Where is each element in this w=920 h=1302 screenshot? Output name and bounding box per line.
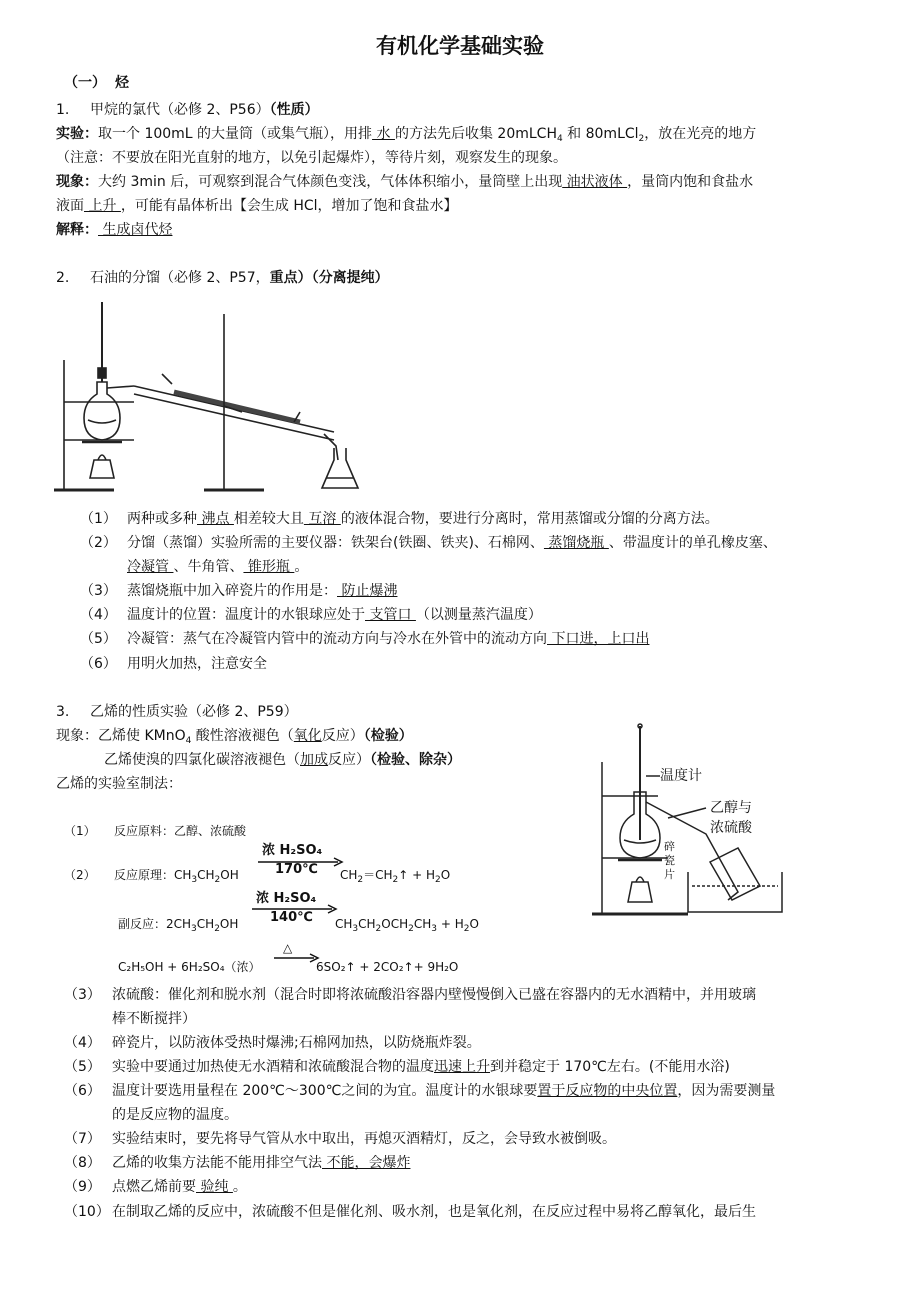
exp3-item-3: （3） [64, 987, 101, 1003]
fig-label-reagent-2: 浓硫酸 [710, 819, 752, 835]
exp3-reaction-2-number: （2） [64, 868, 96, 882]
exp3-heading: 乙烯的性质实验（必修 2、P59） [90, 704, 298, 720]
condition-1-top: 浓 H₂SO₄ [262, 843, 323, 858]
exp3-item-4: （4） [64, 1035, 101, 1051]
exp3-item-6: （6） [64, 1083, 101, 1099]
condition-1-bottom: 170℃ [275, 862, 318, 877]
exp3-item-9: （9） [64, 1179, 101, 1195]
fig-label-chip-3: 片 [664, 869, 675, 881]
exp3-item-8: （8） [64, 1155, 101, 1171]
exp3-item-4-text: 碎瓷片，以防液体受热时爆沸;石棉网加热，以防烧瓶炸裂。 [112, 1035, 481, 1051]
exp2-item-6: （6） [80, 656, 117, 672]
exp1-phenomenon: 现象：大约 3min 后，可观察到混合气体颜色变浅，气体体积缩小，量筒壁上出现 油状液体 ，量筒内饱和食盐水 [56, 174, 754, 190]
exp3-phenomenon-2: 乙烯使溴的四氯化碳溶液褪色（加成反应）（检验、除杂） [104, 752, 461, 768]
exp3-reaction-1-text: 反应原料：乙醇、浓硫酸 [114, 824, 247, 838]
exp3-item-9-text: 点燃乙烯前要 验纯 。 [112, 1179, 247, 1195]
condition-3-top: △ [283, 941, 293, 955]
exp2-item-3: （3） [80, 583, 117, 599]
exp2-item-4-text: 温度计的位置：温度计的水银球应处于 支管口 （以测量蒸汽温度） [127, 607, 542, 623]
exp1-experiment-line2: （注意：不要放在阳光直射的地方，以免引起爆炸），等待片刻，观察发生的现象。 [56, 150, 567, 166]
oxidation-reaction-right: 6SO₂↑ + 2CO₂↑+ 9H₂O [316, 960, 459, 974]
ethylene-apparatus-figure [588, 722, 786, 922]
exp1-heading: 甲烷的氯代（必修 2、P56）（性质） [90, 102, 319, 118]
fig-label-chip-1: 碎 [664, 841, 675, 853]
fig-label-reagent-1: 乙醇与 [710, 799, 752, 815]
exp1-blank-water: 水 [372, 126, 395, 142]
exp3-reaction-1-number: （1） [64, 824, 96, 838]
exp1-experiment: 实验：取一个 100mL 的大量筒（或集气瓶），用排 水 的方法先后收集 20mLCH$_4$ 和 80mLCl$_2$，放在光亮的地方 [56, 126, 757, 144]
exp3-item-10: （10） [64, 1204, 110, 1220]
exp2-item-4: （4） [80, 607, 117, 623]
exp3-prep-title: 乙烯的实验室制法： [56, 776, 182, 792]
exp3-item-8-text: 乙烯的收集方法能不能用排空气法 不能，会爆炸 [112, 1155, 411, 1171]
exp2-number: 2. [56, 270, 70, 286]
main-reaction-right: $CH_2=CH_2↑ + H_2O$ [340, 868, 451, 885]
exp3-item-6-text: 温度计要选用量程在 200℃～300℃之间的为宜。温度计的水银球要置于反应物的中央位置，因为需要测量 [112, 1083, 776, 1099]
exp2-item-1: （1） [80, 511, 117, 527]
reaction-arrow-3 [274, 952, 320, 964]
exp2-heading: 石油的分馏（必修 2、P57，重点）（分离提纯） [90, 270, 389, 286]
condition-2-top: 浓 H₂SO₄ [256, 891, 317, 906]
exp1-number: 1. [56, 102, 70, 118]
distillation-apparatus-figure [54, 300, 364, 496]
condition-2-bottom: 140℃ [270, 910, 313, 925]
exp2-item-5: （5） [80, 631, 117, 647]
exp3-item-3-line2: 棒不断搅拌） [112, 1011, 196, 1027]
exp3-item-6-line2: 的是反应物的温度。 [112, 1107, 238, 1123]
exp2-item-1-text: 两种或多种 沸点 相差较大且 互溶 的液体混合物，要进行分离时，常用蒸馏或分馏的分离方法。 [127, 511, 719, 527]
exp3-item-5-text: 实验中要通过加热使无水酒精和浓硫酸混合物的温度迅速上升到并稳定于 170℃左右。(不能用水浴) [112, 1059, 730, 1075]
exp3-item-5: （5） [64, 1059, 101, 1075]
exp2-item-2-line2: 冷凝管 、牛角管、 锥形瓶 。 [127, 559, 309, 575]
side-reaction-right: $CH_3CH_2OCH_2CH_3 + H_2O$ [335, 917, 479, 934]
section-label: 烃 [115, 75, 129, 91]
exp2-item-3-text: 蒸馏烧瓶中加入碎瓷片的作用是： 防止爆沸 [127, 583, 398, 599]
exp3-item-7-text: 实验结束时，要先将导气管从水中取出，再熄灭酒精灯，反之，会导致水被倒吸。 [112, 1131, 616, 1147]
exp2-item-5-text: 冷凝管：蒸气在冷凝管内管中的流动方向与冷水在外管中的流动方向 下口进，上口出 [127, 631, 650, 647]
exp3-number: 3. [56, 704, 70, 720]
exp3-item-7: （7） [64, 1131, 101, 1147]
exp3-item-3-text: 浓硫酸：催化剂和脱水剂（混合时即将浓硫酸沿容器内壁慢慢倒入已盛在容器内的无水酒精中，并用玻璃 [112, 987, 756, 1003]
exp2-item-2-text: 分馏（蒸馏）实验所需的主要仪器：铁架台(铁圈、铁夹)、石棉网、 蒸馏烧瓶 、带温度计的单孔橡皮塞、 [127, 535, 777, 551]
side-reaction-left: 副反应：$2CH_3CH_2OH$ [118, 917, 239, 934]
exp2-item-2: （2） [80, 535, 117, 551]
page-title: 有机化学基础实验 [376, 34, 544, 58]
exp3-item-10-text: 在制取乙烯的反应中，浓硫酸不但是催化剂、吸水剂，也是氧化剂，在反应过程中易将乙醇氧化，最后生 [112, 1204, 756, 1220]
exp1-phenomenon-line2: 液面 上升 ，可能有晶体析出【会生成 HCl，增加了饱和食盐水】 [56, 198, 458, 214]
exp3-phenomenon-1: 现象：乙烯使 KMnO$_4$ 酸性溶液褪色（氧化反应）（检验） [56, 728, 413, 746]
exp2-item-6-text: 用明火加热，注意安全 [127, 656, 267, 672]
fig-label-thermometer: 温度计 [660, 767, 702, 783]
main-reaction-left: 反应原理：$CH_3CH_2OH$ [114, 868, 239, 885]
fig-label-chip-2: 瓷 [664, 855, 675, 867]
oxidation-reaction-left: C₂H₅OH + 6H₂SO₄（浓） [118, 960, 261, 974]
exp1-explanation: 解释： 生成卤代烃 [56, 222, 173, 238]
section-number: （一） [64, 75, 106, 91]
